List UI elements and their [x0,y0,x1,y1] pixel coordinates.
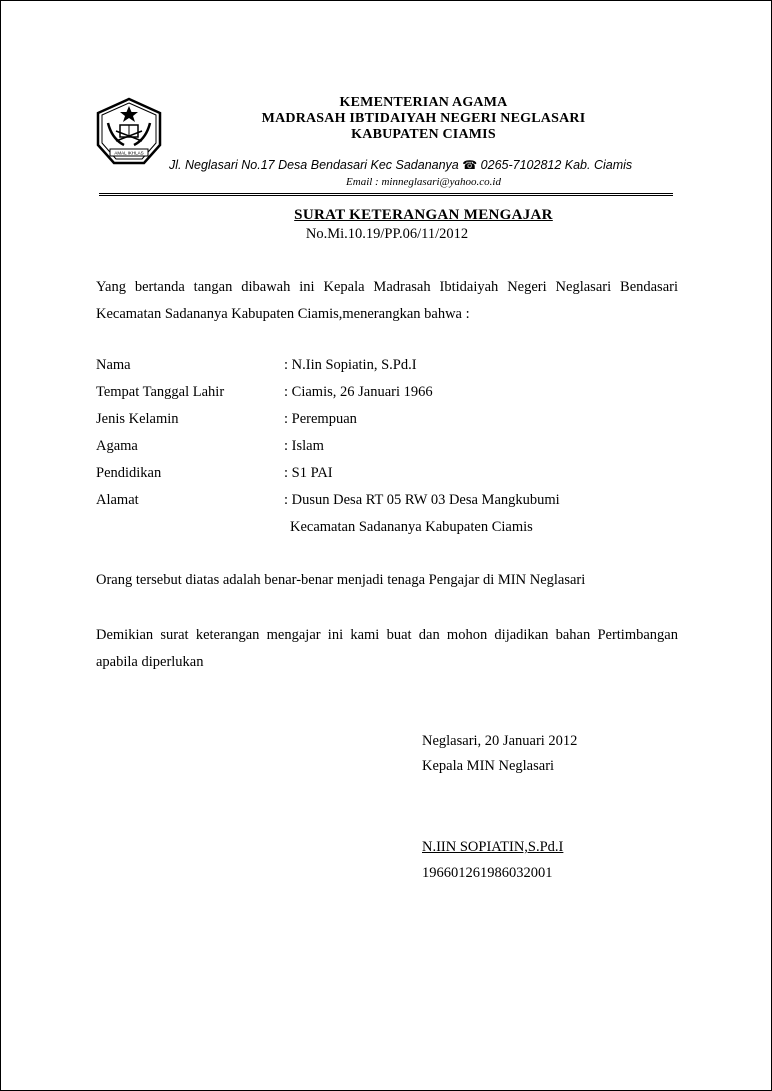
field-value-education: : S1 PAI [284,465,333,481]
field-value-address-line2: Kecamatan Sadananya Kabupaten Ciamis [290,519,533,535]
field-label-religion: Agama [96,438,138,454]
field-label-name: Nama [96,357,131,373]
phone-icon: ☎ [462,158,478,172]
closing-line: Demikian surat keterangan mengajar ini kami buat dan mohon dijadikan bahan Pertimbangan [96,627,678,643]
signature-name: N.IIN SOPIATIN,S.Pd.I [422,839,564,855]
signature-position: Kepala MIN Neglasari [422,758,555,774]
signature-place-date: Neglasari, 20 Januari 2012 [422,733,578,749]
letter-title: SURAT KETERANGAN MENGAJAR [294,207,553,223]
field-value-address: : Dusun Desa RT 05 RW 03 Desa Mangkubumi [284,492,560,508]
field-label-education: Pendidikan [96,465,162,481]
field-label-address: Alamat [96,492,139,508]
letterhead-divider-thin [99,195,673,196]
letterhead-address [169,158,669,172]
field-value-birth: : Ciamis, 26 Januari 1966 [284,384,433,400]
address-street: Jl. Neglasari No.17 Desa Bendasari Kec Sadananya [169,158,463,172]
closing-paragraph [96,622,678,676]
letterhead-ministry: KEMENTERIAN AGAMA [339,95,508,110]
ministry-logo [94,97,164,167]
intro-paragraph [96,274,678,328]
intro-line: Yang bertanda tangan dibawah ini Kepala Madrasah Ibtidaiyah Negeri Neglasari Bendasari [96,279,678,295]
statement-paragraph: Orang tersebut diatas adalah benar-benar menjadi tenaga Pengajar di MIN Neglasari [96,572,586,588]
letterhead-divider-thick [99,193,673,194]
letterhead-regency: KABUPATEN CIAMIS [351,127,496,142]
letterhead-school: MADRASAH IBTIDAIYAH NEGERI NEGLASARI [261,111,586,126]
letterhead-email: Email : minneglasari@yahoo.co.id [346,176,501,188]
signature-nip: 196601261986032001 [422,865,553,881]
field-label-gender: Jenis Kelamin [96,411,179,427]
logo-motto: AMAL IKHLAS [114,150,144,156]
field-value-religion: : Islam [284,438,324,454]
letter-number: No.Mi.10.19/PP.06/11/2012 [305,226,469,242]
address-phone: 0265-7102812 Kab. Ciamis [477,158,633,172]
field-value-name: : N.Iin Sopiatin, S.Pd.I [284,357,417,373]
field-value-gender: : Perempuan [284,411,357,427]
closing-line: apabila diperlukan [96,654,204,670]
intro-line: Kecamatan Sadananya Kabupaten Ciamis,menerangkan bahwa : [96,306,470,322]
field-label-birth: Tempat Tanggal Lahir [96,384,225,400]
